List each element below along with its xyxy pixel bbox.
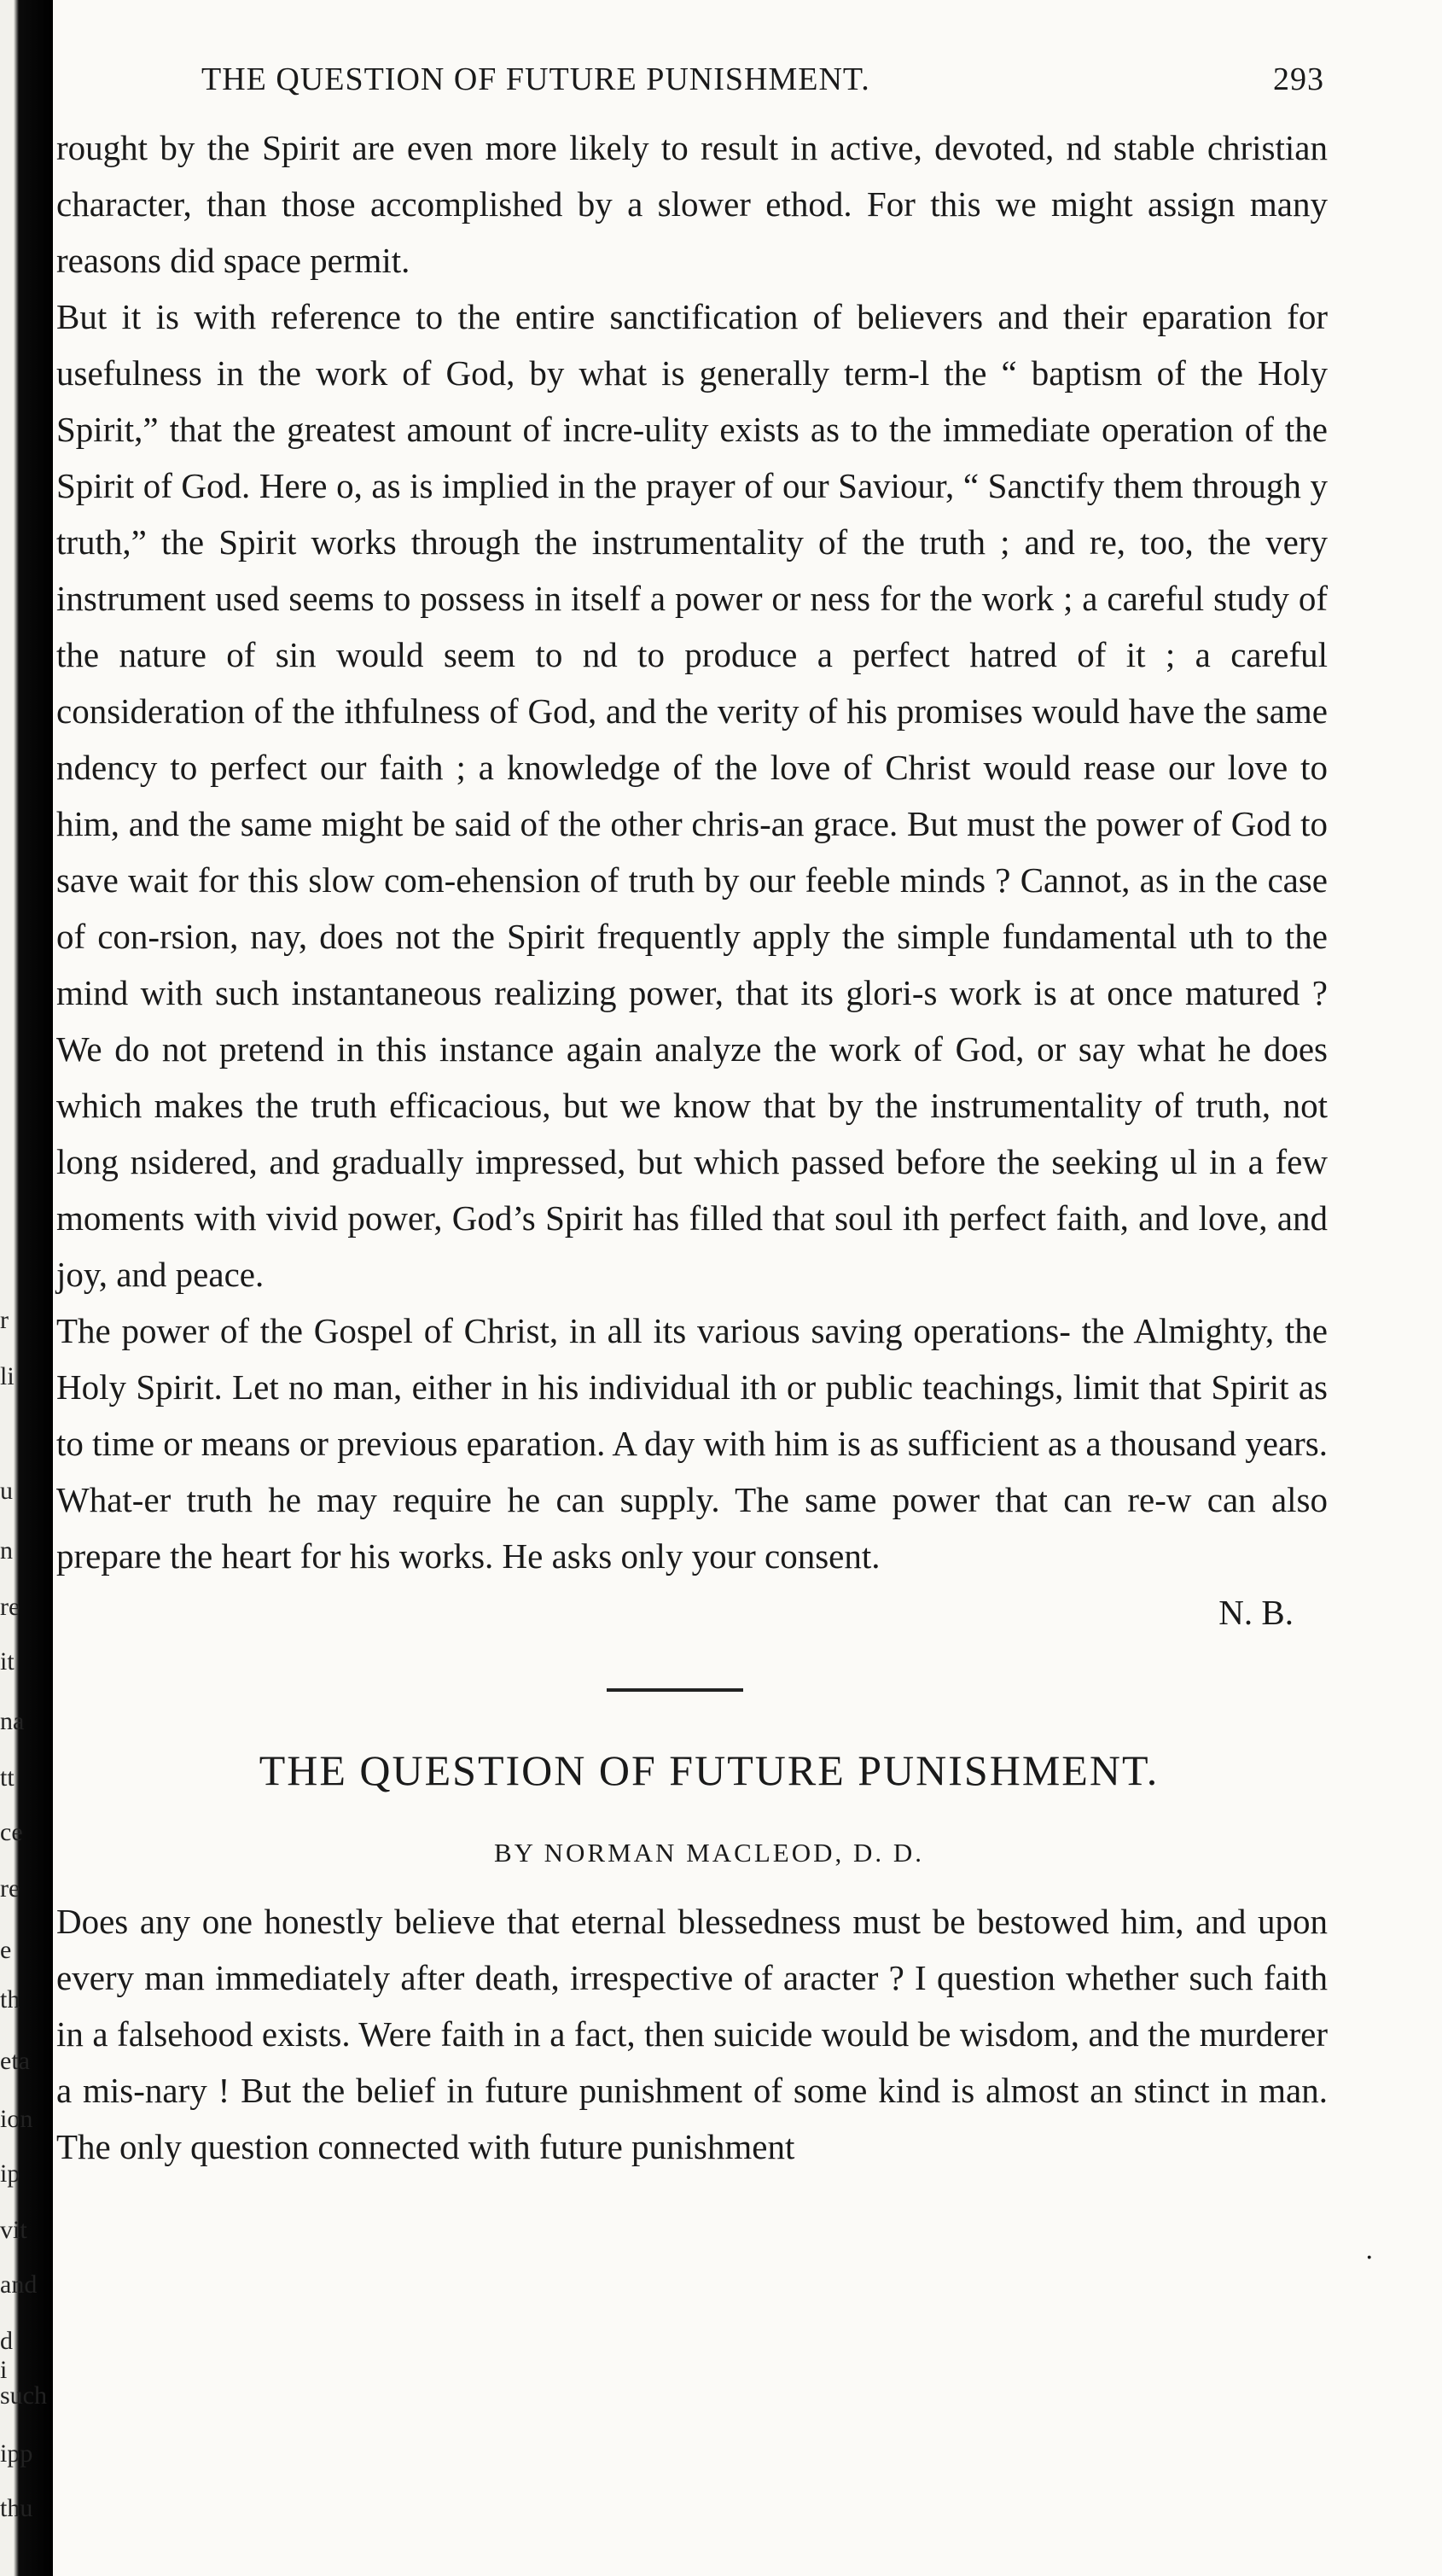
gutter-fragment: th xyxy=(0,1985,20,2014)
gutter-fragment: r xyxy=(0,1306,9,1334)
gutter-fragment: re xyxy=(0,1593,20,1621)
article-byline: BY NORMAN MACLEOD, D. D. xyxy=(493,1838,924,1868)
gutter-fragment: and xyxy=(0,2270,38,2299)
gutter-fragment: thu xyxy=(0,2494,33,2522)
gutter-fragment: u xyxy=(0,1477,13,1505)
article-paragraph: Does any one honestly believe that eternal blessedness must be bestowed him, and upon every man immediately after death, irrespective of aracter ? I question whether such faith in a falsehood exists. Were faith in a fact, then suicide would be wisdom, and the murderer a mis-nary ! But the belief in future punishment of some kind is almost an stinct in man. The only question connected with future punishment xyxy=(56,1902,1328,2166)
gutter-fragment: re xyxy=(0,1874,20,1903)
gutter-fragment: it xyxy=(0,1647,15,1676)
body-paragraph: rought by the Spirit are even more likely to result in active, devoted, nd stable christian character, than those accomplished by a slower ethod. For this we might assign many reasons did space permit. xyxy=(56,128,1328,280)
gutter-fragment: e xyxy=(0,1936,12,1964)
gutter-fragment: eta xyxy=(0,2047,30,2075)
gutter-fragment: tt xyxy=(0,1763,15,1792)
gutter-fragment: ipp xyxy=(0,2439,33,2468)
body-paragraph: But it is with reference to the entire sanctification of believers and their eparation for usefulness in the work of God, by what is generally term-l the “ baptism of the Holy Spirit,” that the greatest amount of incre-ulity exists as to the immediate operation of the Spirit of God. Here o, as is implied in the prayer of our Saviour, “ Sanctify them through y truth,” the Spirit works through the instrumentality of the truth ; and re, too, the very instrument used seems to possess in itself a power or ness for the work ; a careful study of the nature of sin would seem to nd to produce a perfect hatred of it ; a careful consideration of the ithfulness of God, and the verity of his promises would have the same ndency to perfect our faith ; a knowledge of the love of Christ would rease our love to him, and the same might be said of the other chris-an grace. But must the power of God to save wait for this slow com-ehension of truth by our feeble minds ? Cannot, as in the case of con-rsion, nay, does not the Spirit frequently apply the simple fundamental uth to the mind with such instantaneous realizing power, that its glori-s work is at once matured ? We do not pretend in this instance again analyze the work of God, or say what he does which makes the truth efficacious, but we know that by the instrumentality of truth, not long nsidered, and gradually impressed, but which passed before the seeking ul in a few moments with vivid power, God’s Spirit has filled that soul ith perfect faith, and love, and joy, and peace. xyxy=(56,297,1328,1294)
gutter-fragment: d i xyxy=(0,2327,13,2384)
page-number: 293 xyxy=(1273,61,1324,97)
gutter-fragment: vit xyxy=(0,2216,27,2244)
gutter-fragment: n xyxy=(0,1536,13,1565)
gutter-fragment: na xyxy=(0,1707,25,1735)
running-head xyxy=(56,51,1328,119)
margin-dot: · xyxy=(1365,2243,1374,2273)
gutter-fragment: such xyxy=(0,2381,47,2410)
facing-page-fragments xyxy=(0,0,47,2576)
book-page xyxy=(56,51,1328,2175)
gutter-fragment: li xyxy=(0,1362,15,1390)
signature: N. B. xyxy=(1218,1593,1294,1632)
gutter-fragment: ce xyxy=(0,1818,23,1846)
gutter-fragment: ion xyxy=(0,2105,33,2133)
section-divider xyxy=(607,1688,743,1692)
gutter-fragment: ip xyxy=(0,2159,20,2188)
article-title: THE QUESTION OF FUTURE PUNISHMENT. xyxy=(259,1746,1160,1794)
running-head-title: THE QUESTION OF FUTURE PUNISHMENT. xyxy=(201,61,870,97)
body-paragraph: The power of the Gospel of Christ, in all its various saving operations- the Almighty, the Holy Spirit. Let no man, either in his individual ith or public teachings, limit that Spirit as to time or means or previous eparation. A day with him is as sufficient as a thousand years. What-er truth he may require he can supply. The same power that can re-w can also prepare the heart for his works. He asks only your consent. xyxy=(56,1311,1328,1576)
